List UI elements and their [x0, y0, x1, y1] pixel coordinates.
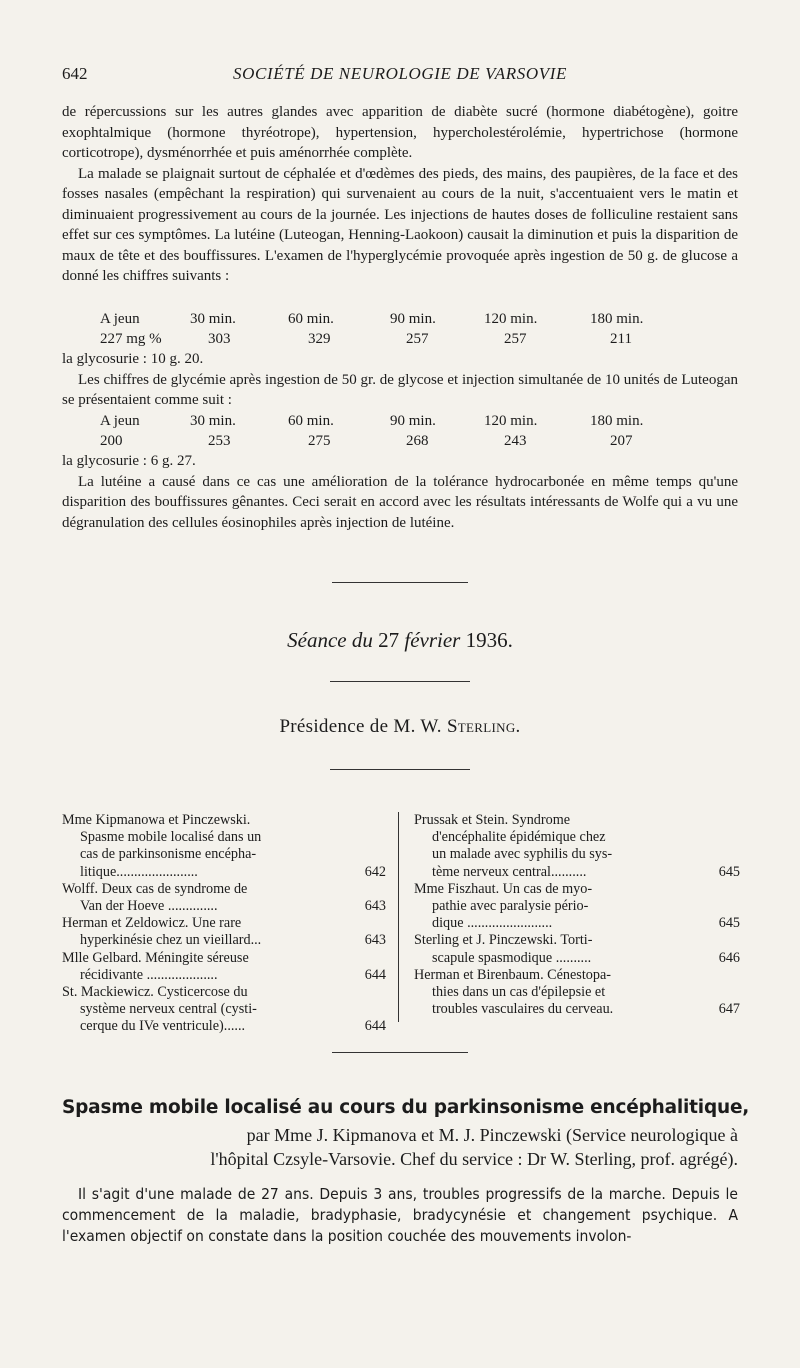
- table-cell: 257: [406, 331, 429, 347]
- toc-entry-line: tème nerveux central..........: [432, 863, 587, 880]
- middle-text: [62, 349, 738, 411]
- table-cell: 207: [610, 433, 633, 449]
- toc-entry-line: Van der Hoeve ..............: [80, 898, 218, 915]
- seance-day: 27: [378, 628, 400, 652]
- paragraph: de répercussions sur les autres glandes avec apparition de diabète sucré (hormone diabétogène), goitre exophtalmique (hormone thyréotrope), hypertension, hypercholestérolémie, hypertrichose (hormone corticotrope), dysménorrhée et puis aménorrhée complète.: [62, 104, 738, 161]
- table-cell: 60 min.: [288, 413, 334, 429]
- toc-entry-line: d'encéphalite épidémique chez: [432, 829, 606, 846]
- toc-page-number: 642: [364, 863, 386, 880]
- glycosurie-line: la glycosurie : 6 g. 27.: [62, 453, 196, 469]
- table-header-row: [100, 309, 700, 329]
- toc-entry: [62, 881, 386, 915]
- table-cell: 257: [504, 331, 527, 347]
- table-cell: 90 min.: [390, 311, 436, 327]
- article-body: [62, 1184, 738, 1247]
- table-cell: A jeun: [100, 311, 140, 327]
- toc-entry-line: Spasme mobile localisé dans un: [80, 829, 262, 846]
- table-cell: 30 min.: [190, 311, 236, 327]
- toc-entry-title: Wolff. Deux cas de syndrome de: [62, 880, 248, 897]
- toc-entry-title: Prussak et Stein. Syndrome: [414, 812, 571, 828]
- toc-entry: [62, 950, 386, 984]
- section-divider: [332, 582, 468, 583]
- seance-year: 1936.: [465, 628, 513, 652]
- toc-page-number: 643: [364, 898, 386, 915]
- table-cell: 303: [208, 331, 231, 347]
- table-value-row: [100, 431, 700, 451]
- article-authors: [62, 1123, 738, 1171]
- toc-entry: [414, 967, 740, 1019]
- toc-page-number: 644: [364, 966, 386, 983]
- toc-entry-title: Herman et Birenbaum. Cénestopa-: [414, 966, 611, 983]
- toc-entry-title: Sterling et J. Pinczewski. Torti-: [414, 932, 593, 949]
- affiliation-line: l'hôpital Czsyle-Varsovie. Chef du service : Dr W. Sterling, prof. agrégé).: [210, 1149, 738, 1169]
- toc-entry-line: scapule spasmodique ..........: [432, 949, 592, 966]
- toc-column-divider: [398, 812, 399, 1022]
- toc-entry: [414, 812, 740, 881]
- toc-entry-title: Herman et Zeldowicz. Une rare: [62, 915, 242, 932]
- toc-entry-line: système nerveux central (cysti-: [80, 1001, 257, 1018]
- table-cell: 211: [610, 331, 632, 347]
- toc-entry-line: dique ........................: [432, 915, 553, 932]
- table-cell: 329: [308, 331, 331, 347]
- toc-entry-line: litique.......................: [80, 863, 198, 880]
- toc-left-column: [62, 812, 386, 1036]
- toc-page-number: 645: [718, 863, 740, 880]
- table-cell: 253: [208, 433, 231, 449]
- toc-page-number: 645: [718, 915, 740, 932]
- seance-month: février: [404, 628, 461, 652]
- toc-entry-title: Mlle Gelbard. Méningite séreuse: [62, 949, 249, 966]
- toc-page-number: 644: [364, 1018, 386, 1035]
- paragraph: Il s'agit d'une malade de 27 ans. Depuis 3 ans, troubles progressifs de la marche. Depuis le commencement de la maladie, bradyphasie, bradycynésie et changement psychique. A l'examen objectif on constate dans la position couchée des mouvements involon-: [62, 1185, 738, 1245]
- table-cell: 60 min.: [288, 311, 334, 327]
- toc-entry: [414, 881, 740, 933]
- glycemia-table-2: [100, 411, 700, 451]
- paragraph: La lutéine a causé dans ce cas une amélioration de la tolérance hydrocarbonée en même temps qu'une disparition des bouffissures gênantes. Ceci serait en accord avec les résultats intéressants de Wolfe qui a vu une dégranulation des cellules éosinophiles après injection de lutéine.: [62, 473, 738, 531]
- toc-entry-title: St. Mackiewicz. Cysticercose du: [62, 984, 248, 1001]
- table-cell: 120 min.: [484, 413, 538, 429]
- table-value-row: [100, 329, 700, 349]
- table-cell: 227 mg %: [100, 331, 162, 347]
- section-divider: [330, 769, 470, 770]
- table-cell: 180 min.: [590, 311, 644, 327]
- table-cell: A jeun: [100, 413, 140, 429]
- table-cell: 180 min.: [590, 413, 644, 429]
- seance-prefix: Séance du: [287, 628, 373, 652]
- table-cell: 275: [308, 433, 331, 449]
- glycosurie-line: la glycosurie : 10 g. 20.: [62, 351, 204, 367]
- toc-entry: [62, 812, 386, 881]
- toc-entry-line: pathie avec paralysie pério-: [432, 898, 589, 915]
- toc-entry-line: un malade avec syphilis du sys-: [432, 846, 613, 863]
- toc-right-column: [414, 812, 740, 1018]
- toc-entry-line: cas de parkinsonisme encépha-: [80, 846, 257, 863]
- table-cell: 30 min.: [190, 413, 236, 429]
- toc-entry-title: Mme Fiszhaut. Un cas de myo-: [414, 880, 593, 897]
- table-cell: 200: [100, 433, 123, 449]
- toc-entry: [414, 932, 740, 966]
- page-number: 642: [62, 64, 88, 83]
- table-cell: 268: [406, 433, 429, 449]
- toc-entry-line: hyperkinésie chez un vieillard...: [80, 932, 262, 949]
- presidence-prefix: Présidence de M. W.: [279, 716, 442, 737]
- glycemia-table-1: [100, 309, 700, 349]
- paragraph: La malade se plaignait surtout de céphalée et d'œdèmes des pieds, des mains, des paupières, de la face et des fosses nasales (empêchant la respiration) qui survenaient au cours de la nuit, s'accentuaient vers le matin et diminuaient progressivement au cours de la journée. Les injections de hautes doses de folliculine restaient sans effet sur ces symptômes. La lutéine (Luteogan, Henning-Laokoon) causait la diminution et puis la disparition de maux de tête et des bouffissures. L'examen de l'hyperglycémie provoquée après ingestion de 50 g. de glucose a donné les chiffres suivants :: [62, 165, 738, 284]
- intro-text: [62, 102, 738, 287]
- toc-entry: [62, 915, 386, 949]
- toc-entry: [62, 984, 386, 1036]
- toc-page-number: 643: [364, 932, 386, 949]
- toc-entry-title: Mme Kipmanowa et Pinczewski.: [62, 812, 251, 828]
- seance-heading: [0, 628, 800, 653]
- table-cell: 120 min.: [484, 311, 538, 327]
- toc-entry-line: cerque du IVe ventricule)......: [80, 1018, 246, 1035]
- running-title: SOCIÉTÉ DE NEUROLOGIE DE VARSOVIE: [233, 64, 567, 83]
- toc-entry-line: thies dans un cas d'épilepsie et: [432, 984, 606, 1001]
- presidence-line: [0, 716, 800, 738]
- article-title: Spasme mobile localisé au cours du parkinsonisme encéphalitique,: [62, 1097, 750, 1118]
- paragraph: Les chiffres de glycémie après ingestion de 50 gr. de glycose et injection simultanée de 10 unités de Luteogan se présentaient comme suit :: [62, 371, 738, 408]
- toc-entry-line: récidivante ....................: [80, 966, 218, 983]
- toc-entry-line: troubles vasculaires du cerveau.: [432, 1001, 614, 1018]
- table-cell: 243: [504, 433, 527, 449]
- table-header-row: [100, 411, 700, 431]
- toc-page-number: 646: [718, 949, 740, 966]
- table-cell: 90 min.: [390, 413, 436, 429]
- section-divider: [332, 1052, 468, 1053]
- section-divider: [330, 681, 470, 682]
- president-name: Sterling.: [446, 716, 521, 737]
- authors-line: par Mme J. Kipmanova et M. J. Pinczewski (Service neurologique à: [246, 1125, 738, 1145]
- closing-text: [62, 451, 738, 533]
- toc-page-number: 647: [718, 1001, 740, 1018]
- page-header: [62, 64, 738, 88]
